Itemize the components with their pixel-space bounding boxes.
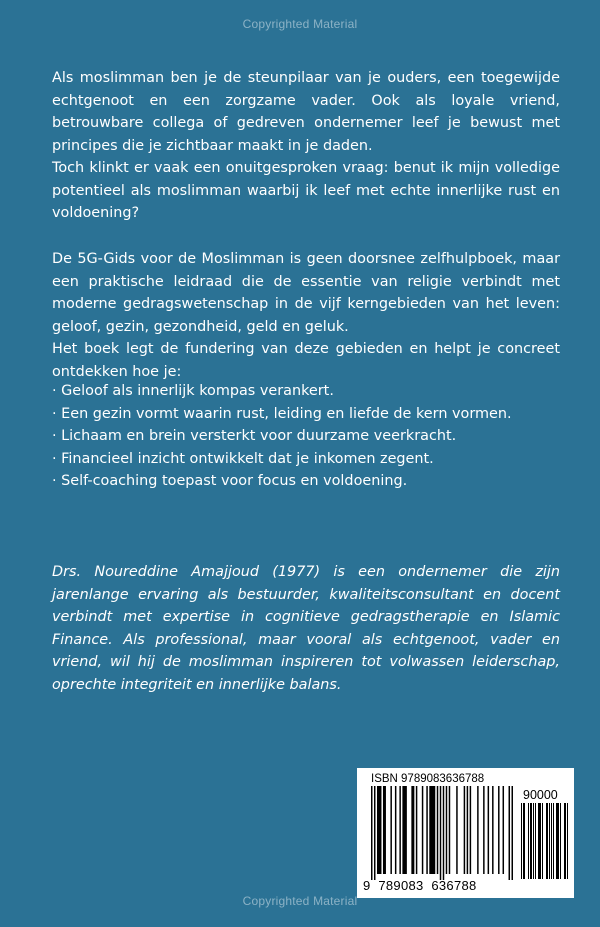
author-bio-section xyxy=(52,561,560,696)
barcode-bar xyxy=(426,786,427,874)
barcode-bar xyxy=(399,786,400,874)
topic-bullet-list xyxy=(52,380,560,493)
bullet-item: · Geloof als innerlijk kompas verankert. xyxy=(52,383,334,399)
bullet-item: · Lichaam en brein versterkt voor duurzame veerkracht. xyxy=(52,428,457,444)
watermark-bottom: Copyrighted Material xyxy=(242,894,358,908)
barcode-bar xyxy=(560,803,561,879)
barcode-bar xyxy=(467,786,468,874)
barcode-bar xyxy=(492,786,493,874)
description-paragraph-1: De 5G-Gids voor de Moslimman is geen doorsnee zelfhulpboek, maar een praktische leidraad die de essentie van religie verbindt met moderne gedragswetenschap in de vijf kerngebieden van het leven: geloof, gezin, gezondheid, geld en geluk. xyxy=(52,251,560,335)
barcode-bar xyxy=(509,786,510,880)
addon-barcode xyxy=(521,803,568,879)
barcode-bar xyxy=(437,786,438,874)
barcode-bar xyxy=(416,786,417,874)
barcode-bar xyxy=(402,786,406,874)
barcode-bar xyxy=(456,786,457,874)
barcode-bar xyxy=(395,786,396,874)
barcode-bar xyxy=(464,786,465,874)
barcode-bar xyxy=(546,803,548,879)
barcode-bar xyxy=(567,803,568,879)
barcode-bar xyxy=(530,803,532,879)
intro-paragraph-1: Als moslimman ben je de steunpilaar van je ouders, een toegewijde echtgenoot en een zorgzame vader. Ook als loyale vriend, betrouwbare collega of gedreven ondernemer leef je bewust met principes die je zichtbaar maakt in je daden. xyxy=(52,70,560,154)
intro-section xyxy=(52,67,560,225)
bullet-item: · Self-coaching toepast voor focus en voldoening. xyxy=(52,473,408,489)
bullet-item: · Een gezin vormt waarin rust, leiding en liefde de kern vormen. xyxy=(52,405,512,422)
author-bio: Drs. Noureddine Amajjoud (1977) is een ondernemer die zijn jarenlange ervaring als bestuurder, kwaliteitsconsultant en docent verbindt met expertise in cognitieve gedragstherapie en Islamic Finance. Als professional, maar vooral als echtgenoot, vader en vriend, wil hij de moslimman inspireren tot volwassen leiderschap, oprechte integriteit en innerlijke balans. xyxy=(52,564,560,693)
barcode-bar xyxy=(488,786,489,874)
intro-paragraph-2: Toch klinkt er vaak een onuitgesproken vraag: benut ik mijn volledige potentieel als moslimman waarbij ik leef met echte innerlijke rust en voldoening? xyxy=(52,160,560,221)
barcode-bar xyxy=(512,786,513,880)
barcode-bar xyxy=(477,786,478,874)
description-section xyxy=(52,248,560,383)
barcode-bar xyxy=(553,803,554,879)
ean13-barcode xyxy=(371,786,513,880)
barcode-bar xyxy=(503,786,504,874)
barcode-bar xyxy=(374,786,375,880)
barcode-bar xyxy=(449,786,450,874)
barcode-bar xyxy=(446,786,447,874)
barcode-bar xyxy=(528,803,529,879)
barcode-bar xyxy=(538,803,541,879)
barcode-bar xyxy=(523,803,525,879)
barcode-bar xyxy=(498,786,499,874)
barcode-bar xyxy=(411,786,414,874)
barcode-bar xyxy=(377,786,381,874)
barcode-bar xyxy=(440,786,441,880)
barcode-bar xyxy=(483,786,484,874)
barcode-bar xyxy=(521,803,522,879)
barcode-bar xyxy=(443,786,444,880)
barcode-bar xyxy=(429,786,435,874)
isbn-label: ISBN 9789083636788 xyxy=(371,773,485,785)
barcode-bar xyxy=(390,786,391,874)
barcode-bar xyxy=(535,803,536,879)
barcode-bar xyxy=(551,803,552,879)
barcode-digits: 9 789083 636788 xyxy=(363,878,477,893)
barcode-bar xyxy=(533,803,534,879)
barcode-bar xyxy=(422,786,423,874)
barcode-box xyxy=(357,768,574,898)
watermark-top: Copyrighted Material xyxy=(242,17,358,31)
barcode-bar xyxy=(564,803,566,879)
barcode-bar xyxy=(383,786,386,874)
barcode-bar xyxy=(556,803,559,879)
barcode-bar xyxy=(549,803,550,879)
barcode-bar xyxy=(470,786,471,874)
barcode-bar xyxy=(371,786,372,880)
description-paragraph-2: Het boek legt de fundering van deze gebieden en helpt je concreet ontdekken hoe je: xyxy=(52,341,560,380)
bullet-item: · Financieel inzicht ontwikkelt dat je inkomen zegent. xyxy=(52,450,434,467)
price-code: 90000 xyxy=(523,788,558,802)
barcode-bar xyxy=(542,803,543,879)
